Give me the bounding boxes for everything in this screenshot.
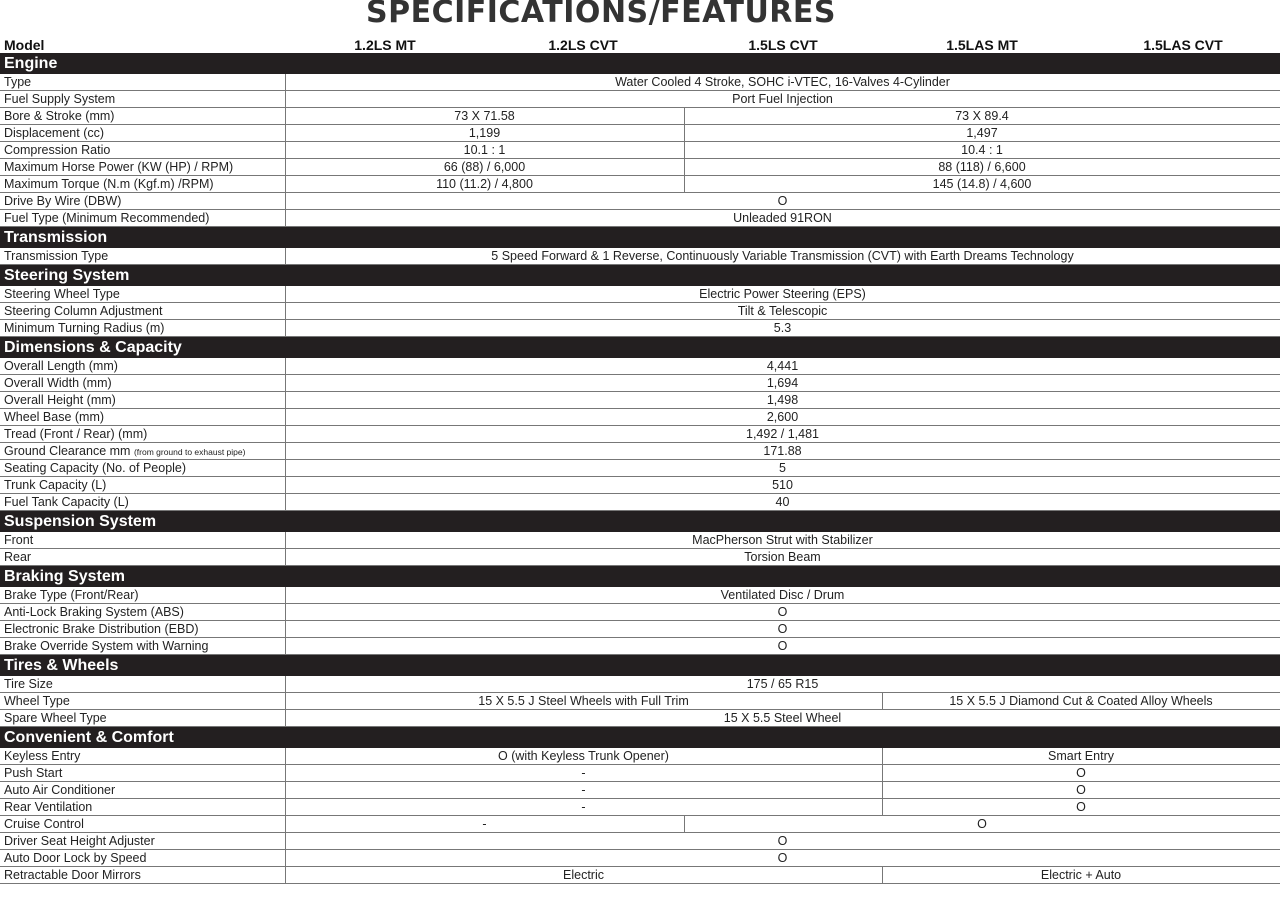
spec-label	[4, 142, 110, 158]
spec-label	[4, 850, 146, 866]
spec-label-text: Steering Wheel Type	[4, 287, 120, 301]
spec-row	[0, 604, 1280, 621]
spec-row	[0, 125, 1280, 142]
spec-label-text: Fuel Supply System	[4, 92, 116, 106]
spec-value: O	[777, 639, 788, 653]
spec-label	[4, 375, 112, 391]
spec-label	[4, 286, 120, 302]
spec-value: O	[1076, 800, 1086, 814]
spec-row	[0, 443, 1280, 460]
spec-label	[4, 494, 129, 510]
spec-row	[0, 91, 1280, 108]
spec-row	[0, 638, 1280, 655]
spec-label-text: Brake Override System with Warning	[4, 639, 209, 653]
spec-table	[0, 53, 1280, 884]
spec-value: 73 X 89.4	[955, 109, 1009, 123]
section-header-dimensions-capacity: Dimensions & Capacity	[0, 337, 1280, 358]
spec-label-text: Type	[4, 75, 32, 89]
spec-label-text: Overall Length (mm)	[4, 359, 118, 373]
spec-label	[4, 210, 209, 226]
spec-label-text: Overall Height (mm)	[4, 393, 116, 407]
spec-value: 5.3	[773, 321, 792, 335]
spec-row	[0, 710, 1280, 727]
spec-label-text: Seating Capacity (No. of People)	[4, 461, 187, 475]
spec-value: MacPherson Strut with Stabilizer	[692, 533, 873, 547]
model-1-5las-cvt: 1.5LAS CVT	[1143, 37, 1223, 53]
spec-label-text: Brake Type (Front/Rear)	[4, 588, 139, 602]
spec-value: O (with Keyless Trunk Opener)	[498, 749, 669, 763]
spec-row	[0, 477, 1280, 494]
spec-value: Port Fuel Injection	[732, 92, 833, 106]
spec-value: Smart Entry	[1048, 749, 1114, 763]
section-header-transmission: Transmission	[0, 227, 1280, 248]
spec-label-text: Spare Wheel Type	[4, 711, 107, 725]
spec-label	[4, 426, 147, 442]
spec-label-text: Wheel Type	[4, 694, 70, 708]
spec-value: O	[777, 194, 788, 208]
spec-row	[0, 193, 1280, 210]
spec-value: 1,497	[966, 126, 998, 140]
spec-row	[0, 286, 1280, 303]
spec-row	[0, 693, 1280, 710]
spec-value: 15 X 5.5 J Steel Wheels with Full Trim	[478, 694, 689, 708]
section-header-steering-system: Steering System	[0, 265, 1280, 286]
spec-label	[4, 193, 121, 209]
spec-row	[0, 426, 1280, 443]
spec-row	[0, 833, 1280, 850]
spec-label	[4, 443, 245, 460]
spec-label-text: Bore & Stroke (mm)	[4, 109, 115, 123]
spec-label	[4, 782, 115, 798]
spec-row	[0, 748, 1280, 765]
spec-value: 1,498	[766, 393, 799, 407]
spec-value: 15 X 5.5 J Diamond Cut & Coated Alloy Wheels	[949, 694, 1213, 708]
spec-label-text: Minimum Turning Radius (m)	[4, 321, 165, 335]
spec-row	[0, 816, 1280, 833]
spec-value: 510	[772, 478, 793, 492]
spec-label-text: Fuel Type (Minimum Recommended)	[4, 211, 210, 225]
section-header-suspension-system: Suspension System	[0, 511, 1280, 532]
spec-value: 10.4 : 1	[961, 143, 1003, 157]
spec-row	[0, 159, 1280, 176]
spec-label-text: Transmission Type	[4, 249, 109, 263]
spec-label	[4, 409, 104, 425]
spec-value: -	[581, 766, 586, 780]
spec-value: 15 X 5.5 Steel Wheel	[723, 711, 842, 725]
spec-label-text: Maximum Horse Power (KW (HP) / RPM)	[4, 160, 234, 174]
spec-label	[4, 833, 155, 849]
spec-value: 66 (88) / 6,000	[443, 160, 526, 174]
spec-label	[4, 532, 33, 548]
spec-label-text: Compression Ratio	[4, 143, 111, 157]
spec-label	[4, 604, 184, 620]
spec-label-text: Wheel Base (mm)	[4, 410, 105, 424]
spec-label	[4, 176, 214, 192]
spec-value: O	[777, 622, 788, 636]
spec-label-text: Auto Door Lock by Speed	[4, 851, 147, 865]
spec-row	[0, 358, 1280, 375]
spec-value: -	[581, 783, 586, 797]
spec-row	[0, 108, 1280, 125]
spec-label-text: Maximum Torque (N.m (Kgf.m) /RPM)	[4, 177, 214, 191]
spec-value: 5 Speed Forward & 1 Reverse, Continuously Variable Transmission (CVT) with Earth Dreams Technology	[491, 249, 1074, 263]
spec-row	[0, 460, 1280, 477]
spec-value: O	[777, 851, 788, 865]
spec-label	[4, 549, 31, 565]
spec-value: -	[581, 800, 586, 814]
spec-label-text: Steering Column Adjustment	[4, 304, 163, 318]
spec-value: O	[777, 605, 788, 619]
spec-row	[0, 248, 1280, 265]
spec-row	[0, 74, 1280, 91]
spec-value: O	[977, 817, 987, 831]
spec-label	[4, 392, 116, 408]
spec-label	[4, 676, 53, 692]
model-1-5ls-cvt: 1.5LS CVT	[748, 37, 818, 53]
spec-value: 171.88	[763, 444, 802, 458]
spec-row	[0, 176, 1280, 193]
spec-row	[0, 532, 1280, 549]
spec-row	[0, 142, 1280, 159]
section-header-tires-wheels: Tires & Wheels	[0, 655, 1280, 676]
spec-row	[0, 392, 1280, 409]
spec-label	[4, 74, 31, 90]
spec-value: 88 (118) / 6,600	[938, 160, 1026, 174]
spec-label-text: Tread (Front / Rear) (mm)	[4, 427, 148, 441]
section-header-braking-system: Braking System	[0, 566, 1280, 587]
spec-label	[4, 108, 114, 124]
spec-label	[4, 799, 92, 815]
spec-label-text: Rear Ventilation	[4, 800, 93, 814]
model-1-5las-mt: 1.5LAS MT	[946, 37, 1018, 53]
spec-label-text: Fuel Tank Capacity (L)	[4, 495, 129, 509]
spec-value: 10.1 : 1	[463, 143, 506, 157]
spec-value: 5	[779, 461, 786, 475]
spec-row	[0, 587, 1280, 604]
spec-row	[0, 375, 1280, 392]
spec-label-text: Trunk Capacity (L)	[4, 478, 107, 492]
spec-label	[4, 867, 141, 883]
spec-label	[4, 477, 106, 493]
spec-label	[4, 248, 108, 264]
spec-row	[0, 409, 1280, 426]
section-header-engine: Engine	[0, 53, 1280, 74]
spec-row	[0, 210, 1280, 227]
model-1-2ls-mt: 1.2LS MT	[354, 37, 416, 53]
spec-value: Water Cooled 4 Stroke, SOHC i-VTEC, 16-Valves 4-Cylinder	[615, 75, 950, 89]
spec-value: O	[1076, 766, 1086, 780]
spec-label-text: Front	[4, 533, 34, 547]
spec-value: 4,441	[766, 359, 799, 373]
spec-value: 2,600	[766, 410, 799, 424]
spec-row	[0, 850, 1280, 867]
spec-label	[4, 765, 62, 781]
spec-label-text: Rear	[4, 550, 32, 564]
spec-label	[4, 320, 164, 336]
spec-label	[4, 748, 80, 764]
model-header-row	[0, 36, 1280, 53]
spec-label	[4, 621, 199, 637]
spec-value: Torsion Beam	[744, 550, 821, 564]
spec-row	[0, 867, 1280, 884]
spec-label	[4, 587, 139, 603]
spec-label	[4, 710, 107, 726]
spec-label-text: Driver Seat Height Adjuster	[4, 834, 155, 848]
spec-row	[0, 621, 1280, 638]
spec-label	[4, 159, 233, 175]
spec-label-text: Anti-Lock Braking System (ABS)	[4, 605, 184, 619]
spec-value: 175 / 65 R15	[746, 677, 819, 691]
spec-value: Ventilated Disc / Drum	[720, 588, 845, 602]
spec-value: 1,694	[766, 376, 799, 390]
spec-label	[4, 638, 208, 654]
spec-label-text: Keyless Entry	[4, 749, 81, 763]
spec-value: 145 (14.8) / 4,600	[932, 177, 1032, 191]
spec-value: -	[482, 817, 487, 831]
spec-value: 1,492 / 1,481	[746, 427, 819, 441]
spec-label	[4, 125, 104, 141]
spec-value: Electric Power Steering (EPS)	[699, 287, 866, 301]
spec-value: 73 X 71.58	[454, 109, 515, 123]
spec-value: O	[777, 834, 788, 848]
spec-label-text: Auto Air Conditioner	[4, 783, 116, 797]
spec-value: Tilt & Telescopic	[737, 304, 828, 318]
spec-value: Electric	[563, 868, 604, 882]
spec-label-note: (from ground to exhaust pipe)	[133, 447, 246, 457]
section-header-convenient-comfort: Convenient & Comfort	[0, 727, 1280, 748]
spec-row	[0, 320, 1280, 337]
spec-label-text: Retractable Door Mirrors	[4, 868, 141, 882]
model-1-2ls-cvt: 1.2LS CVT	[548, 37, 618, 53]
model-header-label: Model	[4, 37, 45, 53]
spec-label	[4, 693, 70, 709]
spec-label-text: Overall Width (mm)	[4, 376, 112, 390]
spec-value: Unleaded 91RON	[733, 211, 832, 225]
spec-value: 1,199	[468, 126, 501, 140]
spec-label	[4, 303, 162, 319]
spec-label	[4, 816, 84, 832]
spec-value: 40	[775, 495, 790, 509]
spec-label	[4, 91, 115, 107]
spec-value: Electric + Auto	[1040, 868, 1122, 882]
spec-label	[4, 358, 118, 374]
spec-label-text: Ground Clearance mm	[4, 444, 131, 458]
spec-label-text: Drive By Wire (DBW)	[4, 194, 122, 208]
spec-label	[4, 460, 186, 476]
spec-row	[0, 549, 1280, 566]
spec-row	[0, 303, 1280, 320]
spec-value: O	[1076, 783, 1086, 797]
spec-label-text: Push Start	[4, 766, 63, 780]
spec-row	[0, 494, 1280, 511]
spec-value: 110 (11.2) / 4,800	[436, 177, 533, 191]
spec-row	[0, 765, 1280, 782]
spec-label-text: Cruise Control	[4, 817, 84, 831]
spec-label-text: Electronic Brake Distribution (EBD)	[4, 622, 199, 636]
spec-row	[0, 782, 1280, 799]
page-title: SPECIFICATIONS/FEATURES	[365, 0, 837, 30]
spec-label-text: Displacement (cc)	[4, 126, 105, 140]
spec-label-text: Tire Size	[4, 677, 53, 691]
spec-row	[0, 799, 1280, 816]
spec-row	[0, 676, 1280, 693]
